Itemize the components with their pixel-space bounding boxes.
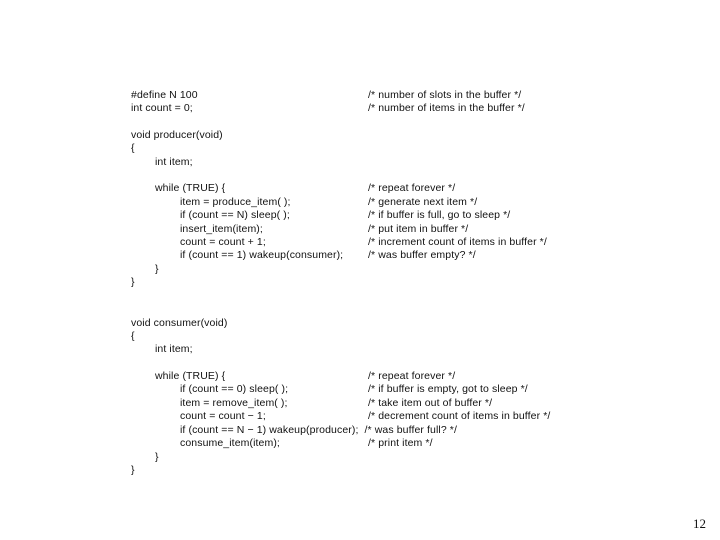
code-comment: /* if buffer is full, go to sleep */ xyxy=(368,209,511,221)
code-line: int item; xyxy=(155,156,193,168)
code-comment: /* repeat forever */ xyxy=(368,182,456,194)
code-line-define: #define N 100 xyxy=(131,89,198,101)
code-line: if (count == 0) sleep( ); xyxy=(180,383,289,395)
code-line: insert_item(item); xyxy=(180,223,263,235)
code-line: } xyxy=(155,451,159,463)
code-line: if (count == 1) wakeup(consumer); xyxy=(180,249,344,261)
code-line: { xyxy=(131,142,135,154)
code-line: while (TRUE) { xyxy=(155,370,226,382)
code-comment: /* repeat forever */ xyxy=(368,370,456,382)
code-line: if (count == N) sleep( ); xyxy=(180,209,290,221)
code-comment: /* put item in buffer */ xyxy=(368,223,469,235)
code-comment: /* number of slots in the buffer */ xyxy=(368,89,522,101)
code-line: while (TRUE) { xyxy=(155,182,226,194)
code-comment: /* generate next item */ xyxy=(368,196,478,208)
code-line: item = remove_item( ); xyxy=(180,397,288,409)
code-comment: /* increment count of items in buffer */ xyxy=(368,236,547,248)
code-line: item = produce_item( ); xyxy=(180,196,291,208)
code-comment: /* was buffer empty? */ xyxy=(368,249,476,261)
code-line: } xyxy=(155,263,159,275)
code-comment: /* number of items in the buffer */ xyxy=(368,102,525,114)
producer-signature: void producer(void) xyxy=(131,129,223,141)
code-line: } xyxy=(131,276,135,288)
code-comment: /* take item out of buffer */ xyxy=(368,397,493,409)
code-comment: /* decrement count of items in buffer */ xyxy=(368,410,551,422)
code-comment: /* print item */ xyxy=(368,437,433,449)
code-line: if (count == N − 1) wakeup(producer); /* was buffer full? */ xyxy=(180,424,457,436)
code-line: int count = 0; xyxy=(131,102,193,114)
consumer-signature: void consumer(void) xyxy=(131,317,228,329)
code-line: count = count + 1; xyxy=(180,236,266,248)
code-line: { xyxy=(131,330,135,342)
code-comment: /* if buffer is empty, got to sleep */ xyxy=(368,383,528,395)
page-number: 12 xyxy=(693,516,706,531)
code-line: count = count − 1; xyxy=(180,410,266,422)
code-line: consume_item(item); xyxy=(180,437,280,449)
code-line: int item; xyxy=(155,343,193,355)
code-line: } xyxy=(131,464,135,476)
